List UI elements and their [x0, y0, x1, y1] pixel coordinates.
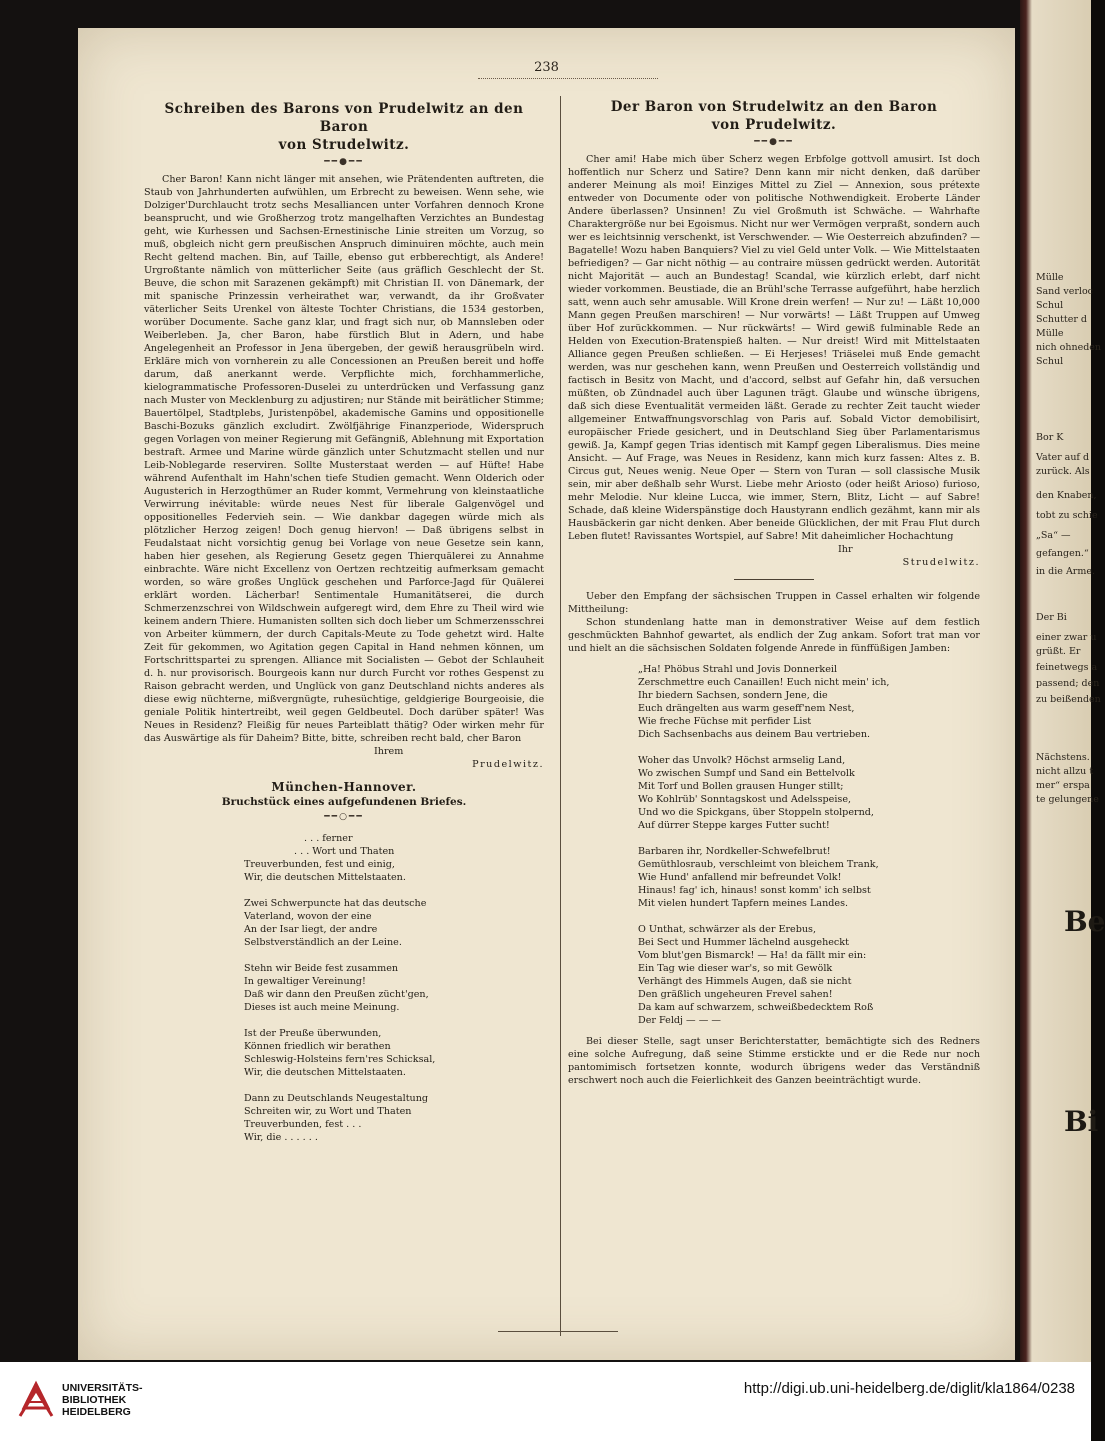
adjacent-text: Mülle [1036, 272, 1064, 283]
report-paragraph: Schon stundenlang hatte man in demonstrativer Weise auf dem festlich geschmückten Bahnhof gewartet, als endlich der Zug ankam. Sofort trat man vor und hielt an die sächsischen Soldaten folgende Anrede in fünffüßigen Jamben: [568, 617, 980, 654]
poem-line: Können friedlich wir berathen [244, 1041, 391, 1052]
left-title-line2: von Strudelwitz. [278, 137, 410, 153]
poem-body [244, 832, 544, 1144]
poem-line: Barbaren ihr, Nordkeller-Schwefelbrut! [638, 846, 831, 857]
speech-poem [638, 663, 980, 1027]
adjacent-text: tobt zu schie [1036, 510, 1098, 521]
bottom-rule [498, 1331, 618, 1332]
poem-line: Auf dürrer Steppe karges Futter sucht! [638, 820, 830, 831]
adjacent-text: Der Bi [1036, 612, 1067, 623]
poem-line: Ein Tag wie dieser war's, so mit Gewölk [638, 963, 833, 974]
poem-line: Zerschmettre euch Canaillen! Euch nicht mein' ich, [638, 677, 890, 688]
adjacent-text: Schul [1036, 356, 1064, 367]
poem-line: Daß wir dann den Preußen zücht'gen, [244, 989, 429, 1000]
poem-line: O Unthat, schwärzer als der Erebus, [638, 924, 817, 935]
poem-line: Dieses ist auch meine Meinung. [244, 1002, 400, 1013]
left-signature: Prudelwitz. [472, 759, 544, 770]
adjacent-text: einer zwar u [1036, 632, 1097, 643]
institution-line: BIBLIOTHEK [62, 1394, 127, 1406]
right-title-line1: Der Baron von Strudelwitz an den Baron [610, 99, 938, 115]
poem-line: Stehn wir Beide fest zusammen [244, 963, 399, 974]
poem-ornament: ━━○━━ [324, 812, 364, 822]
poem-line: Mit vielen hundert Tapfern meines Landes. [638, 898, 849, 909]
adjacent-text: Schutter d [1036, 314, 1087, 325]
adjacent-text: Schul [1036, 300, 1064, 311]
poem-line: Bei Sect und Hummer lächelnd ausgeheckt [638, 937, 849, 948]
poem-line: Wir, die deutschen Mittelstaaten. [244, 872, 406, 883]
poem-line: Vaterland, wovon der eine [244, 911, 372, 922]
poem-line: Da kam auf schwarzem, schweißbedecktem Roß [638, 1002, 874, 1013]
left-title-line1: Schreiben des Barons von Prudelwitz an den Baron [164, 101, 524, 135]
poem-line: Ist der Preuße überwunden, [244, 1028, 382, 1039]
poem-line: Dich Sachsenbachs aus deinem Bau vertrieben. [638, 729, 871, 740]
adjacent-text: „Sa“ — [1036, 530, 1071, 541]
poem-line: . . . Wort und Thaten [294, 846, 395, 857]
poem-line: Den gräßlich ungeheuren Frevel sahen! [638, 989, 833, 1000]
adjacent-text: den Knaben, [1036, 490, 1097, 501]
poem-line: Woher das Unvolk? Höchst armselig Land, [638, 755, 846, 766]
ornament: ━━●━━ [754, 137, 794, 147]
poem-line: Hinaus! fag' ich, hinaus! sonst komm' ich selbst [638, 885, 871, 896]
left-closing: Ihrem [374, 746, 404, 757]
right-title-line2: von Prudelwitz. [711, 117, 837, 133]
institution-name [62, 1382, 143, 1418]
adjacent-text: Sand verloc [1036, 286, 1093, 297]
poem-line: Mit Torf und Bollen grausen Hunger stillt; [638, 781, 844, 792]
adjacent-headline: Be [1064, 905, 1105, 938]
library-footer [0, 1362, 1091, 1441]
section-rule [734, 579, 814, 580]
column-divider [560, 96, 561, 1336]
poem-line: Wo zwischen Sumpf und Sand ein Bettelvolk [638, 768, 855, 779]
adjacent-text: grüßt. Er [1036, 646, 1081, 657]
adjacent-text: nich ohneden [1036, 342, 1102, 353]
poem-line: Und wo die Spickgans, über Stoppeln stolpernd, [638, 807, 874, 818]
poem-line: An der Isar liegt, der andre [244, 924, 378, 935]
right-closing: Ihr [838, 544, 853, 555]
poem-line: Euch drängelten aus warm geseff'nem Nest, [638, 703, 855, 714]
poem-line: Gemüthlosraub, verschleimt von bleichem Trank, [638, 859, 879, 870]
adjacent-headline: Bi [1064, 1105, 1099, 1138]
poem-line: Wie freche Füchse mit perfider List [638, 716, 812, 727]
poem-line: Wie Hund' anfallend mir befreundet Volk! [638, 872, 842, 883]
page-url[interactable]: http://digi.ub.uni-heidelberg.de/diglit/kla1864/0238 [743, 1380, 1075, 1397]
adjacent-text: passend; den [1036, 678, 1100, 689]
adjacent-page-edge [1020, 0, 1105, 1362]
adjacent-text: Mülle [1036, 328, 1064, 339]
left-column [144, 100, 544, 1144]
ornament: ━━●━━ [324, 157, 364, 167]
poem-line: Vom blut'gen Bismarck! — Ha! da fällt mir ein: [638, 950, 867, 961]
right-signature: Strudelwitz. [902, 557, 980, 568]
adjacent-text: gefangen.“ [1036, 548, 1089, 559]
adjacent-text: Vater auf d [1036, 452, 1090, 463]
institution-line: UNIVERSITÄTS- [62, 1382, 143, 1394]
header-rule [478, 78, 658, 80]
university-library-logo-icon [18, 1378, 54, 1420]
adjacent-text: te gelungene [1036, 794, 1099, 805]
final-paragraph: Bei dieser Stelle, sagt unser Berichterstatter, bemächtigte sich des Redners eine solche Aufregung, daß seine Stimme erstickte und er die Rede nur noch pantomimisch fortsetzen konnte, wodurch übrigens weder das Verständniß erschwert noch auch die Feierlichkeit des Ganzen beeinträchtigt wurde. [568, 1036, 980, 1086]
page-number: 238 [534, 60, 559, 75]
right-letter-paragraph: Cher ami! Habe mich über Scherz wegen Erbfolge gottvoll amusirt. Ist doch hoffentlich nur Scherz und Satire? Denn kann mir nicht denken, daß darüber anderer Meinung als moi! Einziges Mittel zu Ziel — Annexion, sous prétexte entweder von Documente oder von politische Nothwendigkeit. Eroberte Länder Andere überlassen? Unsinnen! Zu viel Großmuth ist Schwäche. — Wahrhafte Charaktergröße nur bei Egoismus. Nicht nur wer Vermögen verpraßt, sondern auch wer es leichtsinnig verschenkt, ist Verschwender. — Wie Oesterreich abzufinden? — Bagatelle! Wozu haben Banquiers? Viel zu viel Geld unter Volk. — Wie Mittelstaaten befriedigen? — Gar nicht nöthig — au contraire müssen gedrückt werden. Autorität nicht Majorität — auch an Bundestag! Scandal, wie kürzlich erlebt, darf nicht wieder vorkommen. Beustiade, die an Brühl'sche Terrasse aufgeführt, habe herzlich satt, wenn auch sehr amusable. Will Krone drein werfen! — Nur zu! — Läßt 10,000 Mann gegen Preußen marschiren! — Nur vorwärts! — Läßt Truppen auf Umweg über Hof zurückkommen. — Nur rückwärts! — Wird gewiß fulminable Rede an Helden von Execution-Bratenspieß halten. — Nur dreist! Wird mit Mittelstaaten Alliance gegen Preußen schließen. — Ei Herjeses! Triäselei muß Ende gemacht werden, was nur geschehen kann, wenn Preußen und Oesterreich vollständig und factisch in Besitz von Macht, und d'accord, selbst auf Gefahr hin, daß versuchen müßten, ob Zündnadel auch über Lagunen trägt. Glaube und wünsche übrigens, daß sich diese Eventualität vermeiden läßt. Gerade zu rechter Zeit taucht wieder allgemeiner Entwaffnungsvorschlag von Paris auf. Sobald Victor demobilisirt, europäischer Friede gesichert, und in Deutschland Sieg über Parlamentarismus gewiß. Ja, Kampf gegen Trias identisch mit Kampf gegen Liberalismus. Dies meine Ansicht. — Auf Frage, was Neues in Residenz, kann mich kurz fassen: Altes z. B. Circus gut, Neues wenig. Neue Oper — Stern von Turan — soll classische Musik sein, mir aber deßhalb sehr Wurst. Liebe mehr Ariosto (oder heißt Arioso) furioso, mehr Melodie. Nur kleine Lucca, wie immer, Stern, Blitz, Licht — auf Sabre! Schade, daß kleine Widerspänstige doch Haustyrann endlich gezähmt, kann mir als Hausbäckerin gar nicht denken. Aber beneide Glücklichen, der mit Frau Flut durch Leben flutet! Ravissantes Wortspiel, auf Sabre! Mit daheimlicher Hochachtung [568, 154, 980, 542]
adjacent-text: zurück. Als [1036, 466, 1090, 477]
institution-line: HEIDELBERG [62, 1406, 131, 1418]
adjacent-text: zu beißenden [1036, 694, 1101, 705]
poem-line: In gewaltiger Vereinung! [244, 976, 366, 987]
newspaper-page [78, 28, 1015, 1360]
poem-line: „Ha! Phöbus Strahl und Jovis Donnerkeil [638, 664, 838, 675]
adjacent-text: Bor K [1036, 432, 1064, 443]
adjacent-text: Nächstens. [1036, 752, 1090, 763]
poem-line: Der Feldj — — — [638, 1015, 721, 1026]
left-letter-paragraph: Cher Baron! Kann nicht länger mit ansehen, wie Prätendenten auftreten, die Staub von Jahrhunderten aufwühlen, um Erbrecht zu beweisen. Wenn sehe, wie Dolziger'Durchlaucht trotz sechs Mesalliancen unter Vorfahren dennoch Krone beansprucht, und wie Großherzog trotz mangelhaften Verzichtes an Bundestag geht, wie Kurhessen und Sachsen-Ernestinische Linie streiten um Vorzug, so muß, obgleich nicht gern preußischen Anspruch diminuiren möchte, auch mein Recht geltend machen. Bin, auf Taille, ebenso gut erbberechtigt, als Andere! Urgroßtante nämlich von mütterlicher Seite (aus gräflich Geschlecht der St. Beuve, die schon mit Sarazenen gekämpft) mit Christian II. von Dänemark, der mit spanische Prinzessin verheirathet war, verwandt, da ihr Großvater väterlicher Seits Urenkel von älteste Tochter Christians, die 1534 gestorben, worüber Documente. Sache ganz klar, und fragt sich nur, ob Mannsleben oder Weiberleben. Ja, cher Baron, habe fürstlich Blut in Adern, und habe Angelegenheit an Professor in Jena übergeben, der gewiß herausgrübeln wird. Erkläre mich von vornherein zu alle Concessionen an Preußen bereit und hoffe darum, daß anerkannt werde. Verpflichte mich, forchhammerliche, kielogrammatische Professoren-Duselei zu unterdrücken und Verfassung ganz nach Muster von Mecklenburg zu adjustiren; nur Stände mit beirätlicher Stimme; Bauertölpel, Stadtplebs, Juristenpöbel, akademische Gamins und oppositionelle Baschi-Bozuks gänzlich excludirt. Zwölfjährige Finanzperiode, Widerspruch gegen Vorlagen von meiner Regierung mit Gefängniß, Ablehnung mit Exportation bestraft. Armee und Marine würde gänzlich unter Schutzmacht stellen und nur Leib-Noblegarde reserviren. Sollte Musterstaat werden — auf Hüfte! Habe während Aufenthalt im Hahn'schen tiefe Studien gemacht. Wenn Olderich oder Augusterich in Herzogthümer an Ruder kommt, Vermehrung von kleinstaatliche Verwirrung inévitable: würde neues Nest für liberale Galgenvögel und oppositionelles Federvieh sein. — Wie dankbar dagegen würde mich als plötzlicher Herzog zeigen! Doch genug hiervon! — Daß übrigens selbst in Feudalstaat nicht vorsichtig genug bei Vorlage von neue Gesetze sein kann, haben hier gesehen, als Regierung Gesetz gegen Thierquälerei zu Annahme einbrachte. Wäre nicht Excellenz von Oertzen rechtzeitig aufmerksam gemacht worden, so wäre großes Unglück geschehen und Parforce-Jagd für Quälerei erklärt worden. Lächerbar! Sentimentale Humanitätserei, die durch Schmerzenzschrei von Wildschwein aufgeregt wird, dem Ehre zu Theil wird wie keinem andern Thiere. Humanisten sollten sich doch lieber um Schmerzensschrei von Arbeiter kümmern, der durch Capitals-Meute zu Tode gehetzt wird. Halte Zeit für gekommen, wo Agitation gegen Capital in Hand nehmen können, um Fortschrittspartei zu sprengen. Alliance mit Socialisten — Gebot der Schlauheit d. h. nur provisorisch. Bourgeois kann nur durch Furcht vor rothes Gespenst zu Raison gebracht werden, und Unglück von ganz Deutschland nichts anderes als diese ewig nüchterne, mißvergnügte, ruhesüchtige, geldgierige Bourgeoisie, die geniale Politik hintertreibt, weil gegen Geldbeutel. Doch darüber später! Was Neues in Residenz? Fleißig für neues Parteiblatt thätig? Oder wirken mehr für das Auswärtige als für Daheim? Bitte, bitte, schreiben recht bald, cher Baron [144, 174, 544, 744]
poem-title: München-Hannover. [271, 780, 417, 794]
poem-line: Selbstverständlich an der Leine. [244, 937, 402, 948]
poem-line: Treuverbunden, fest und einig, [244, 859, 395, 870]
poem-line: Ihr biedern Sachsen, sondern Jene, die [638, 690, 828, 701]
poem-line: Schreiten wir, zu Wort und Thaten [244, 1106, 412, 1117]
poem-line: Treuverbunden, fest . . . [244, 1119, 362, 1130]
poem-line: Wo Kohlrüb' Sonntagskost und Adelsspeise, [638, 794, 852, 805]
poem-line: Schleswig-Holsteins fern'res Schicksal, [244, 1054, 436, 1065]
adjacent-text: nicht allzu t [1036, 766, 1094, 777]
poem-line: Zwei Schwerpuncte hat das deutsche [244, 898, 427, 909]
poem-line: . . . ferner [304, 833, 353, 844]
poem-line: Wir, die . . . . . . [244, 1132, 318, 1143]
report-paragraph: Ueber den Empfang der sächsischen Truppen in Cassel erhalten wir folgende Mittheilung: [568, 591, 980, 615]
poem-line: Wir, die deutschen Mittelstaaten. [244, 1067, 406, 1078]
adjacent-text: in die Arme. [1036, 566, 1095, 577]
adjacent-text: mer“ erspa [1036, 780, 1090, 791]
adjacent-text: feinetwegs a [1036, 662, 1098, 673]
right-column [568, 98, 980, 1087]
poem-subtitle: Bruchstück eines aufgefundenen Briefes. [221, 796, 467, 808]
poem-line: Verhängt des Himmels Augen, daß sie nicht [638, 976, 852, 987]
poem-line: Dann zu Deutschlands Neugestaltung [244, 1093, 429, 1104]
